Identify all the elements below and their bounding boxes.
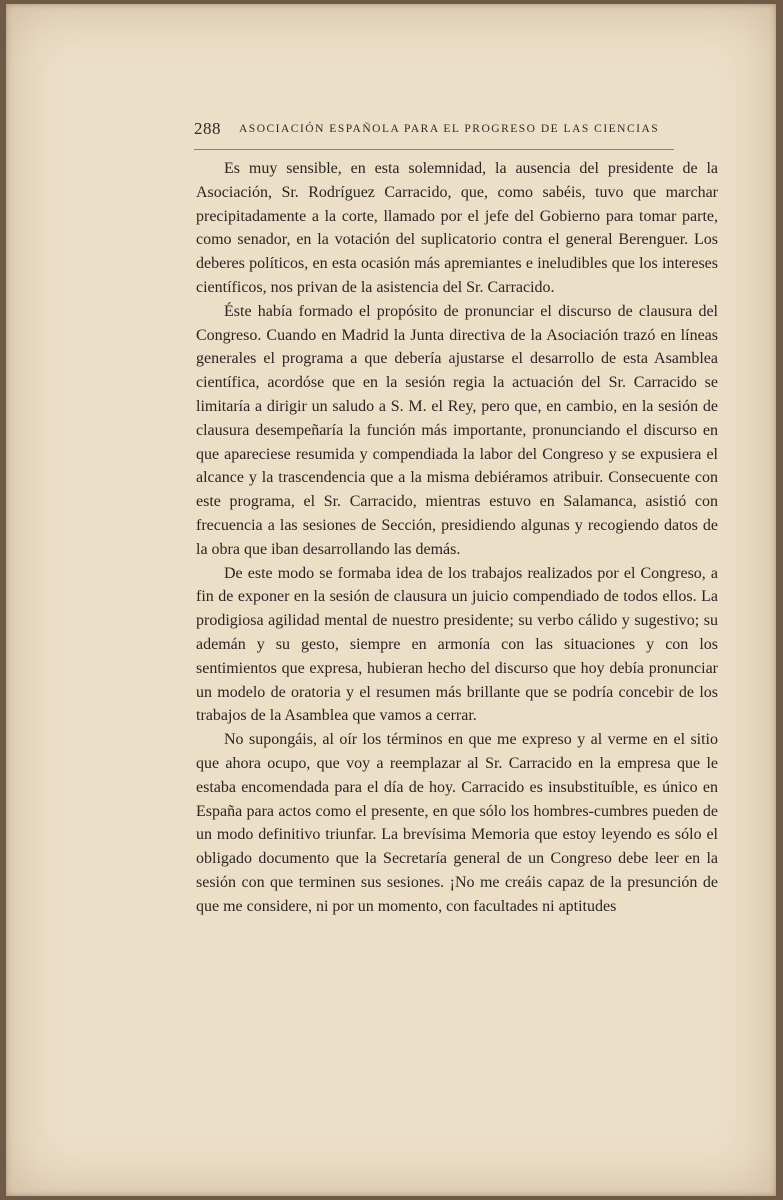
paragraph-4: No supongáis, al oír los términos en que me expreso y al verme en el sitio que ahora ocupo, que voy a reemplazar al Sr. Carracido en la empresa que le estaba encomendada para el día de hoy. Carracido es insubstituíble, es único en España para actos como el presente, en que sólo los hombres-cumbres pueden de un modo definitivo triunfar. La brevísima Memoria que estoy leyendo es sólo el obligado documento que la Secretaría general de un Congreso debe leer en la sesión con que terminen sus sesiones. ¡No me creáis capaz de la presunción de que me considere, ni por un momento, con facultades ni aptitudes — [196, 731, 718, 915]
paragraph-1: Es muy sensible, en esta solemnidad, la ausencia del presidente de la Asociación, Sr. Rodríguez Carracido, que, como sabéis, tuvo que marchar precipitadamente a la corte, llamado por el jefe del Gobierno para tomar parte, como senador, en la votación del suplicatorio contra el general Berenguer. Los deberes políticos, en esta ocasión más apremiantes e ineludibles que los intereses científicos, nos privan de la asistencia del Sr. Carracido. — [196, 160, 718, 296]
page-header — [194, 119, 674, 150]
book-page — [6, 4, 776, 1196]
paragraph-2: Éste había formado el propósito de pronunciar el discurso de clausura del Congreso. Cuando en Madrid la Junta directiva de la Asociación trazó en líneas generales el programa a que debería ajustarse el desarrollo de esta Asamblea científica, acordóse que en la sesión regia la actuación del Sr. Carracido se limitaría a dirigir un saludo a S. M. el Rey, pero que, en cambio, en la sesión de clausura desempeñaría la función más importante, pronunciando el discurso en que apareciese resumida y compendiada la labor del Congreso y se expusiera el alcance y la trascendencia que a la misma debiéramos atribuir. Consecuente con este programa, el Sr. Carracido, mientras estuvo en Salamanca, asistió con frecuencia a las sesiones de Sección, presidiendo algunas y recogiendo datos de la obra que iban desarrollando las demás. — [196, 302, 718, 558]
body-text — [196, 157, 718, 919]
page-number: 288 — [194, 119, 221, 138]
paragraph-3: De este modo se formaba idea de los trabajos realizados por el Congreso, a fin de exponer en la sesión de clausura un juicio compendiado de todos ellos. La prodigiosa agilidad mental de nuestro presidente; su verbo cálido y sugestivo; su ademán y su gesto, siempre en armonía con las situaciones y con los sentimientos que expresa, hubieran hecho del discurso que hoy debía pronunciar un modelo de oratoria y el resumen más brillante que se podría concebir de los trabajos de la Asamblea que vamos a cerrar. — [196, 564, 718, 725]
running-head: ASOCIACIÓN ESPAÑOLA PARA EL PROGRESO DE LAS CIENCIAS — [239, 123, 660, 135]
